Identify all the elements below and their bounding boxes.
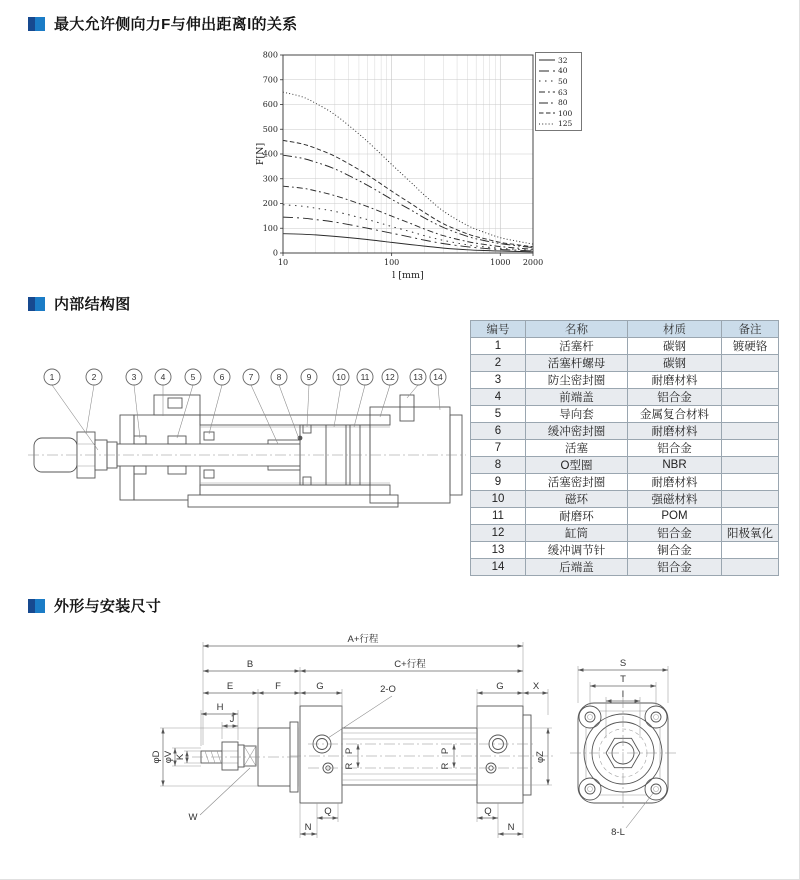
- callout-12: [382, 369, 398, 385]
- callout-label: 3: [131, 372, 137, 382]
- section-bullet-icon: [28, 297, 45, 311]
- callout-label: 12: [385, 372, 395, 382]
- table-cell: 导向套: [526, 406, 628, 423]
- table-cell: [722, 474, 779, 491]
- table-row: [471, 423, 779, 440]
- table-row: [471, 440, 779, 457]
- dim-label-n1: N: [304, 822, 312, 833]
- legend-label: 40: [558, 66, 568, 76]
- legend-item-80: [539, 97, 579, 108]
- callout-label: 7: [248, 372, 254, 382]
- callout-14: [430, 369, 446, 385]
- dim-label-g1: G: [316, 681, 324, 692]
- table-row: [471, 389, 779, 406]
- table-cell: [722, 372, 779, 389]
- table-cell: 防尘密封圈: [526, 372, 628, 389]
- dim-label-r2: R: [440, 762, 451, 770]
- table-cell: 12: [471, 525, 526, 542]
- table-cell: 14: [471, 559, 526, 576]
- dim-label-w: W: [188, 812, 198, 823]
- table-cell: 镀硬铬: [722, 338, 779, 355]
- parts-table-header-row: [471, 321, 779, 338]
- callout-4: [155, 369, 171, 385]
- table-cell: [722, 491, 779, 508]
- dim-label-p1: P: [344, 747, 355, 755]
- dim-label-a: A+行程: [347, 634, 379, 645]
- dim-label-phi-v: φV: [163, 750, 174, 764]
- table-cell: 强磁材料: [628, 491, 722, 508]
- table-cell: 9: [471, 474, 526, 491]
- table-cell: 耐磨材料: [628, 372, 722, 389]
- section-title: 内部结构图: [54, 296, 131, 313]
- table-row: [471, 474, 779, 491]
- table-cell: 5: [471, 406, 526, 423]
- table-cell: POM: [628, 508, 722, 525]
- dim-label-b: B: [246, 659, 254, 670]
- callout-label: 8: [276, 372, 282, 382]
- rear-end-view: [570, 697, 676, 811]
- col-header-material: 材质: [628, 321, 722, 338]
- y-tick-label: 700: [262, 75, 278, 85]
- parts-table: [470, 320, 779, 576]
- section-heading-dimensions: [28, 595, 161, 616]
- table-cell: 缓冲密封圈: [526, 423, 628, 440]
- table-cell: 铝合金: [628, 389, 722, 406]
- y-tick-label: 600: [262, 100, 278, 110]
- table-cell: [722, 355, 779, 372]
- table-row: [471, 372, 779, 389]
- y-tick-label: 200: [262, 199, 278, 209]
- callout-3: [126, 369, 142, 385]
- table-row: [471, 355, 779, 372]
- dim-label-2o: 2-O: [380, 684, 396, 695]
- table-cell: 前端盖: [526, 389, 628, 406]
- table-cell: [722, 542, 779, 559]
- table-cell: 铝合金: [628, 525, 722, 542]
- table-cell: 4: [471, 389, 526, 406]
- y-axis-label: F[N]: [255, 142, 266, 166]
- x-axis-label: l [mm]: [392, 270, 424, 281]
- callout-label: 10: [336, 372, 346, 382]
- section-title: 最大允许侧向力F与伸出距离l的关系: [54, 16, 298, 33]
- callout-label: 4: [160, 372, 166, 382]
- y-tick-label: 100: [262, 223, 278, 233]
- chart-gridlines: [283, 55, 533, 253]
- table-cell: 活塞杆螺母: [526, 355, 628, 372]
- callout-label: 14: [433, 372, 443, 382]
- cylinder-cross-section: [28, 395, 466, 507]
- dim-label-g2: G: [496, 681, 504, 692]
- section-bullet-icon: [28, 17, 45, 31]
- outline-dimensions-drawing: [80, 620, 800, 870]
- table-cell: 阳极氧化: [722, 525, 779, 542]
- callout-9: [301, 369, 317, 385]
- callout-6: [214, 369, 230, 385]
- dim-label-c: C+行程: [394, 659, 426, 670]
- callout-label: 5: [190, 372, 196, 382]
- table-cell: [722, 423, 779, 440]
- callout-label: 13: [413, 372, 423, 382]
- table-cell: 缓冲调节针: [526, 542, 628, 559]
- table-cell: O型圈: [526, 457, 628, 474]
- table-row: [471, 406, 779, 423]
- dim-label-q1: Q: [324, 806, 332, 817]
- table-cell: 1: [471, 338, 526, 355]
- table-cell: 碳钢: [628, 355, 722, 372]
- callout-11: [357, 369, 373, 385]
- table-cell: 活塞: [526, 440, 628, 457]
- table-row: [471, 508, 779, 525]
- table-cell: [722, 508, 779, 525]
- callout-1: [44, 369, 60, 385]
- dim-label-q2: Q: [484, 806, 492, 817]
- y-tick-label: 800: [262, 50, 278, 60]
- table-cell: 后端盖: [526, 559, 628, 576]
- dim-label-p2: P: [440, 747, 451, 755]
- y-tick-label: 0: [272, 248, 278, 258]
- callout-7: [243, 369, 259, 385]
- legend-label: 100: [558, 108, 573, 118]
- section-bullet-icon: [28, 599, 45, 613]
- legend-item-100: [539, 108, 579, 119]
- table-cell: 碳钢: [628, 338, 722, 355]
- table-cell: 7: [471, 440, 526, 457]
- dim-label-j: J: [229, 714, 235, 725]
- rod-end-side-view: [192, 722, 308, 792]
- col-header-remark: 备注: [722, 321, 779, 338]
- callout-label: 2: [91, 372, 97, 382]
- table-cell: 活塞杆: [526, 338, 628, 355]
- table-cell: 耐磨材料: [628, 423, 722, 440]
- section-heading-structure: [28, 293, 131, 314]
- table-row: [471, 525, 779, 542]
- table-cell: 金属复合材料: [628, 406, 722, 423]
- table-cell: 铜合金: [628, 542, 722, 559]
- table-cell: [722, 406, 779, 423]
- table-cell: [722, 559, 779, 576]
- table-cell: 活塞密封圈: [526, 474, 628, 491]
- legend-label: 125: [558, 119, 573, 129]
- cylinder-main-view: [290, 706, 555, 803]
- table-cell: 11: [471, 508, 526, 525]
- callout-10: [333, 369, 349, 385]
- chart-legend: [535, 52, 582, 131]
- table-cell: [722, 440, 779, 457]
- legend-label: 80: [558, 98, 568, 108]
- chart-ticks: [280, 55, 533, 256]
- table-cell: 耐磨环: [526, 508, 628, 525]
- col-header-name: 名称: [526, 321, 628, 338]
- callout-label: 1: [49, 372, 55, 382]
- y-tick-label: 300: [262, 174, 278, 184]
- dim-label-8l: 8-L: [611, 827, 625, 838]
- table-cell: 缸筒: [526, 525, 628, 542]
- legend-label: 63: [558, 87, 568, 97]
- table-cell: 铝合金: [628, 440, 722, 457]
- table-cell: [722, 457, 779, 474]
- dim-label-n2: N: [507, 822, 515, 833]
- legend-item-50: [539, 76, 579, 87]
- legend-label: 32: [558, 55, 568, 65]
- callout-label: 6: [219, 372, 225, 382]
- x-tick-label: 100: [384, 258, 400, 267]
- table-cell: 2: [471, 355, 526, 372]
- dim-label-e: E: [226, 681, 234, 692]
- callout-8: [271, 369, 287, 385]
- callout-leaders: [52, 385, 440, 450]
- table-cell: 8: [471, 457, 526, 474]
- x-tick-label: 1000: [490, 258, 511, 267]
- internal-structure-drawing: [28, 352, 468, 587]
- dim-label-phi-d: φD: [151, 750, 162, 764]
- dim-label-k: K: [175, 753, 186, 761]
- legend-item-40: [539, 66, 579, 77]
- callout-5: [185, 369, 201, 385]
- dim-label-t: T: [620, 674, 626, 685]
- callout-label: 9: [306, 372, 312, 382]
- legend-label: 50: [558, 76, 568, 86]
- table-cell: 耐磨材料: [628, 474, 722, 491]
- table-cell: 10: [471, 491, 526, 508]
- section-heading-chart: [28, 13, 297, 34]
- legend-item-63: [539, 87, 579, 98]
- dim-label-i: I: [621, 689, 625, 700]
- y-tick-label: 500: [262, 124, 278, 134]
- callout-13: [410, 369, 426, 385]
- table-cell: [722, 389, 779, 406]
- dim-label-s: S: [619, 658, 627, 669]
- dim-label-h: H: [216, 702, 224, 713]
- legend-item-125: [539, 119, 579, 130]
- callout-2: [86, 369, 102, 385]
- lateral-force-chart: [250, 45, 590, 285]
- y-tick-label: 400: [262, 149, 278, 159]
- dim-label-x: X: [532, 681, 540, 692]
- table-cell: NBR: [628, 457, 722, 474]
- table-cell: 铝合金: [628, 559, 722, 576]
- col-header-number: 编号: [471, 321, 526, 338]
- dim-label-r1: R: [344, 762, 355, 770]
- table-row: [471, 542, 779, 559]
- table-row: [471, 559, 779, 576]
- table-row: [471, 491, 779, 508]
- table-cell: 磁环: [526, 491, 628, 508]
- dim-label-phi-z: φZ: [535, 751, 546, 763]
- table-cell: 13: [471, 542, 526, 559]
- table-cell: 6: [471, 423, 526, 440]
- table-row: [471, 338, 779, 355]
- legend-item-32: [539, 55, 579, 66]
- callout-circles: [44, 369, 446, 385]
- table-row: [471, 457, 779, 474]
- dim-label-f: F: [275, 681, 281, 692]
- callout-label: 11: [360, 372, 370, 382]
- x-tick-label: 2000: [522, 258, 544, 267]
- section-title: 外形与安装尺寸: [54, 598, 162, 615]
- table-cell: 3: [471, 372, 526, 389]
- x-tick-label: 10: [277, 258, 289, 267]
